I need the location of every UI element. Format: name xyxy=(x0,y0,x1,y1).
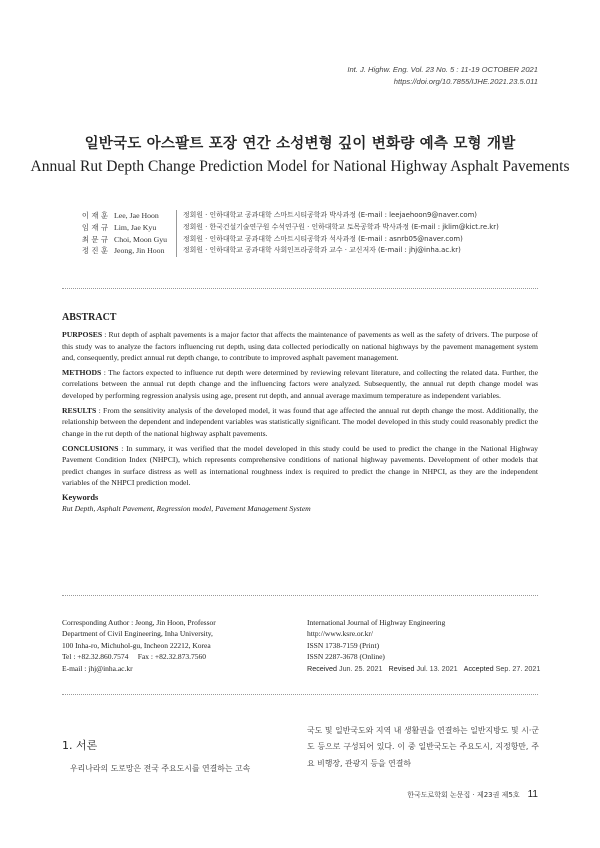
page-footer xyxy=(407,789,538,800)
footer-journal: 한국도로학회 논문집 · 제23권 제5호 xyxy=(407,791,520,799)
author-affiliation: 정회원 · 한국건설기술연구원 수석연구원 · 인하대학교 토목공학과 박사과정 (E-mail : jklim@kict.re.kr) xyxy=(176,222,499,234)
author-name-ko: 최 문 규 xyxy=(81,234,108,244)
methods-label: METHODS xyxy=(62,368,102,378)
author-affiliation: 정회원 · 인하대학교 공과대학 스마트시티공학과 석사과정 (E-mail : asnrb05@naver.com) xyxy=(176,234,463,246)
revised-label: Revised xyxy=(388,663,415,673)
corr-line: Tel : +82.32.860.7574 Fax : +82.32.873.7560 xyxy=(62,652,206,662)
title-korean: 일반국도 아스팔트 포장 연간 소성변형 깊이 변화량 예측 모형 개발 xyxy=(84,136,516,152)
author-row xyxy=(62,222,542,234)
divider xyxy=(62,288,538,289)
abstract-conclusions xyxy=(62,443,538,488)
received-label: Received xyxy=(307,663,337,673)
received-date: Jun. 25. 2021 xyxy=(338,663,383,673)
journal-url[interactable]: http://www.ksre.or.kr/ xyxy=(307,629,373,639)
journal-citation: Int. J. Highw. Eng. Vol. 23 No. 5 : 11-19 OCTOBER 2021 xyxy=(347,65,538,74)
conclusions-text: : In summary, it was verified that the model developed in this study could be used to predict the change in the National Highway Pavement Condition Index (NHPCI), which represents comprehensive conditions of national highway pavements. Development of other models that predict changes in surface distress as well as international roughness index is required to predict the change in NHPCI, as they are the independent variables of the NHPCI prediction model. xyxy=(62,443,538,487)
accepted-label: Accepted xyxy=(463,663,494,673)
keywords-text: Rut Depth, Asphalt Pavement, Regression model, Pavement Management System xyxy=(62,504,311,514)
corr-line: 100 Inha-ro, Michuhol-gu, Incheon 22212, Korea xyxy=(62,640,211,650)
keywords-heading: Keywords xyxy=(62,493,99,503)
abstract-section xyxy=(62,312,538,515)
author-row xyxy=(62,210,542,222)
corr-line: Corresponding Author : Jeong, Jin Hoon, Professor xyxy=(62,618,216,627)
doi-link[interactable]: https://doi.org/10.7855/IJHE.2021.23.5.011 xyxy=(393,77,538,86)
conclusions-label: CONCLUSIONS xyxy=(62,443,119,453)
body-text-right: 국도 및 일반국도와 지역 내 생활권을 연결하는 일반지방도 및 시·군도 등으로 구성되어 있다. 이 중 일반국도는 주요도시, 지정항만, 주요 비행장, 관광지 등을 연결하 xyxy=(307,726,539,768)
issn-online: ISSN 2287-3678 (Online) xyxy=(307,652,385,662)
author-name-ko: 이 재 훈 xyxy=(81,211,108,220)
author-name-ko: 임 재 규 xyxy=(81,222,108,232)
corr-line: Department of Civil Engineering, Inha University, xyxy=(62,629,213,639)
body-text-left: 우리나라의 도로망은 전국 주요도시를 연결하는 고속 xyxy=(70,764,251,773)
journal-header xyxy=(347,64,538,88)
methods-text: : The factors expected to influence rut depth were determined by reviewing relevant literature, and collecting the related data. Further, the correlations between the annual rut depth change and the influencing factors were analyzed. Subsequently, the annual rut depth change model was developed by performing regression analysis using age, present rut depth, and annual average maximum temperature as independent variables. xyxy=(62,368,538,400)
author-affiliation: 정회원 · 인하대학교 공과대학 사회인프라공학과 교수 · 교신저자 (E-mail : jhj@inha.ac.kr) xyxy=(176,245,461,257)
author-affiliation: 정회원 · 인하대학교 공과대학 스마트시티공학과 박사과정 (E-mail : leejaehoon9@naver.com) xyxy=(176,210,477,222)
divider xyxy=(62,595,538,596)
author-name-en: Choi, Moon Gyu xyxy=(114,234,168,244)
author-row xyxy=(62,234,542,246)
section-heading: 1. 서론 xyxy=(62,739,98,752)
abstract-methods xyxy=(62,367,538,401)
revised-date: Jul. 13. 2021 xyxy=(416,663,458,673)
journal-info-block xyxy=(307,617,547,674)
title-english: Annual Rut Depth Change Prediction Model for National Highway Asphalt Pavements xyxy=(30,158,570,175)
article-dates xyxy=(307,663,547,674)
corresponding-author-block xyxy=(62,617,292,674)
author-name-en: Lim, Jae Kyu xyxy=(114,222,157,232)
results-text: : From the sensitivity analysis of the developed model, it was found that age affected the annual rut depth change the most. Additionally, the relationship between the dependent and independent variables was statistically significant. The model developed in this study could reasonably predict the change in the rut depth of the national highway asphalt pavements. xyxy=(62,406,538,438)
accepted-date: Sep. 27. 2021 xyxy=(495,663,541,673)
author-row xyxy=(62,245,542,257)
abstract-results xyxy=(62,405,538,439)
corr-email[interactable]: E-mail : jhj@inha.ac.kr xyxy=(62,663,133,673)
abstract-heading: ABSTRACT xyxy=(62,312,117,323)
author-name-en: Lee, Jae Hoon xyxy=(114,211,159,220)
author-name-ko: 정 진 훈 xyxy=(81,246,108,256)
purposes-label: PURPOSES xyxy=(62,330,103,340)
author-list xyxy=(62,210,542,257)
issn-print: ISSN 1738-7159 (Print) xyxy=(307,640,380,650)
divider xyxy=(62,694,538,695)
results-label: RESULTS xyxy=(62,406,97,416)
abstract-purposes xyxy=(62,329,538,363)
journal-name: International Journal of Highway Engineering xyxy=(307,618,446,627)
author-name-en: Jeong, Jin Hoon xyxy=(114,246,165,256)
page-number: 11 xyxy=(527,789,538,800)
purposes-text: : Rut depth of asphalt pavements is a major factor that affects the maintenance of pavements as well as the safety of drivers. The purpose of this study was to analyze the factors influencing rut depth, using data collected periodically on national highways by the pavement management system and, consequently, predict annual rut depth change, to contribute to improved asphalt pavement management. xyxy=(62,330,538,362)
